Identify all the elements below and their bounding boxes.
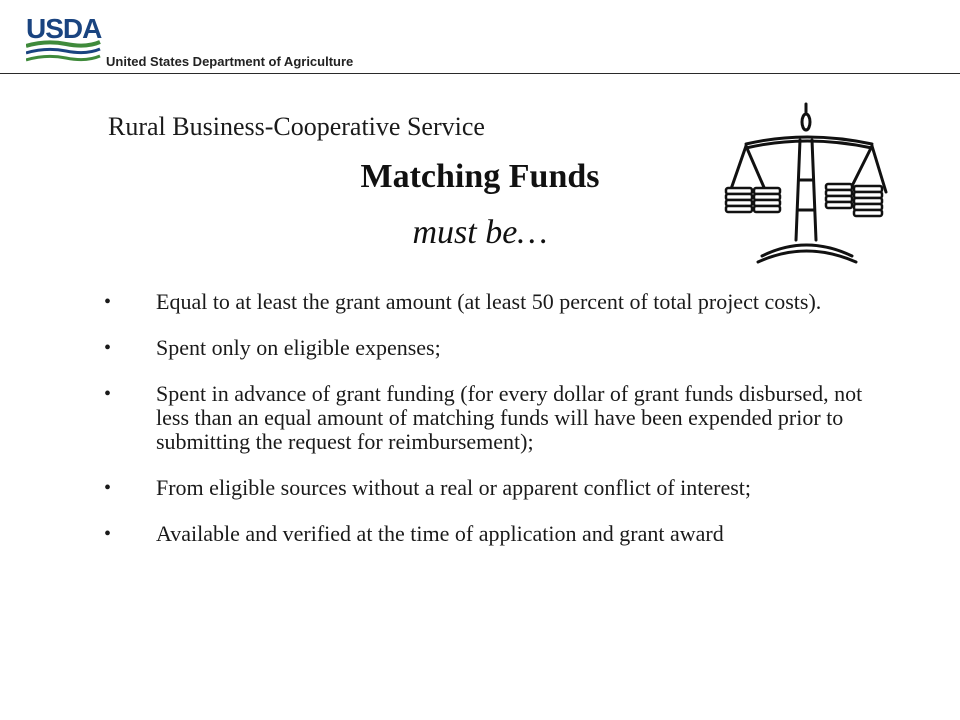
list-item	[104, 290, 864, 314]
bullet-icon: •	[104, 523, 112, 545]
usda-logo	[26, 12, 354, 69]
usda-logo-wordmark: USDA	[26, 13, 102, 44]
list-item-text: Spent in advance of grant funding (for every dollar of grant funds disbursed, not less than an equal amount of matching funds will have been expended prior to submitting the request for reimbursement);	[156, 381, 863, 454]
bullet-icon: •	[104, 477, 112, 499]
usda-logo-icon	[26, 12, 102, 68]
list-item-text: Equal to at least the grant amount (at least 50 percent of total project costs).	[156, 289, 822, 314]
requirements-list	[104, 290, 864, 568]
slide-subtitle: must be…	[412, 214, 548, 251]
header-divider	[0, 73, 960, 74]
list-item	[104, 382, 864, 454]
bullet-icon: •	[104, 383, 112, 405]
list-item	[104, 522, 864, 546]
balance-scale-icon	[722, 100, 890, 270]
list-item	[104, 476, 864, 500]
agency-name: Rural Business-Cooperative Service	[108, 112, 485, 141]
bullet-icon: •	[104, 291, 112, 313]
list-item-text: From eligible sources without a real or apparent conflict of interest;	[156, 475, 752, 500]
slide-title: Matching Funds	[360, 158, 600, 195]
bullet-icon: •	[104, 337, 112, 359]
list-item-text: Spent only on eligible expenses;	[156, 335, 441, 360]
list-item	[104, 336, 864, 360]
list-item-text: Available and verified at the time of application and grant award	[156, 521, 724, 546]
department-name: United States Department of Agriculture	[106, 54, 354, 69]
